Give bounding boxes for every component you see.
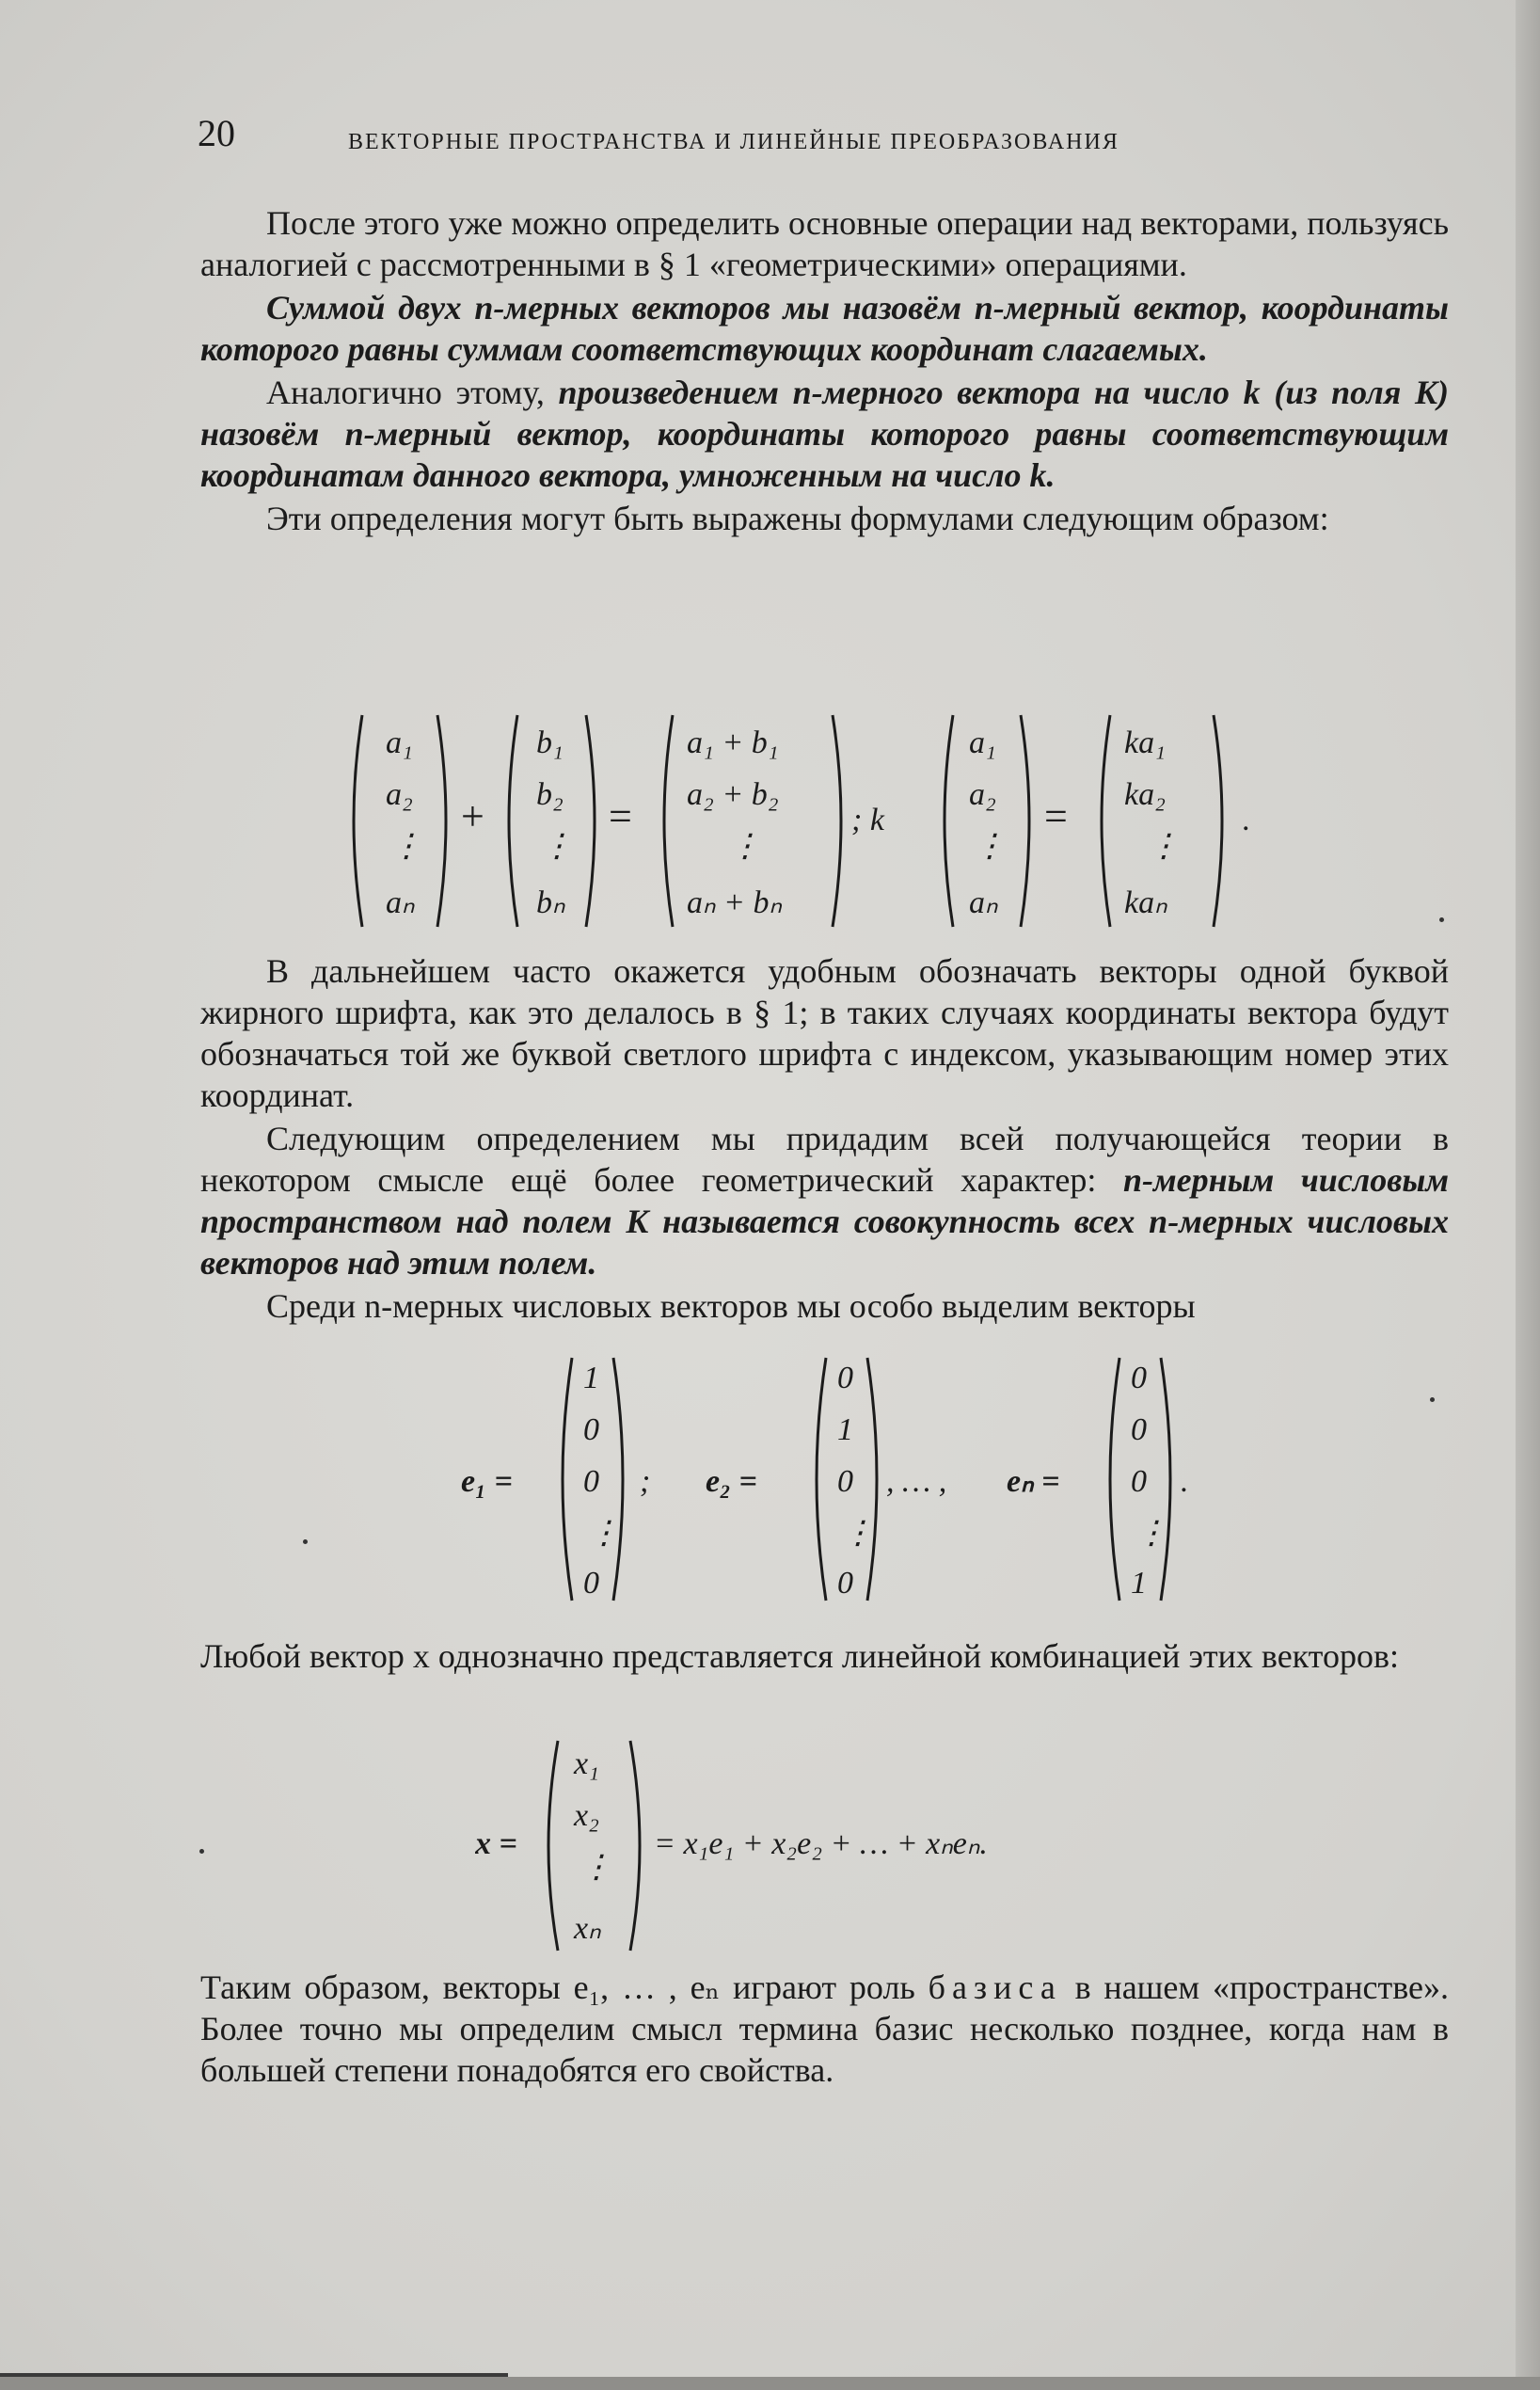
p6-lead: Следующим определением мы придадим всей получающейся теории в некотором смысле ещё более геометрический характер: xyxy=(200,1120,1449,1199)
e2-label: e₂ = xyxy=(706,1464,757,1499)
paren-right-a xyxy=(437,715,446,927)
running-title: ВЕКТОРНЫЕ ПРОСТРАНСТВА И ЛИНЕЙНЫЕ ПРЕОБРАЗОВАНИЯ xyxy=(348,130,1119,154)
paren-left-e1 xyxy=(563,1358,572,1601)
semicolon-k: ; k xyxy=(851,803,884,837)
speck-3 xyxy=(303,1539,308,1544)
paragraph-2-sum-definition: Суммой двух n-мерных векторов мы назовём n-мерный вектор, координаты которого равны суммам соответствующих координат слагаемых. xyxy=(200,289,1449,368)
a2-dots: ⋮ xyxy=(974,829,1006,864)
paragraph-7: Среди n-мерных числовых векторов мы особо выделим векторы xyxy=(266,1287,1196,1325)
page-header xyxy=(198,111,1449,158)
a-n: aₙ xyxy=(386,885,415,920)
page-edge-right xyxy=(1516,0,1540,2390)
paren-right-a2 xyxy=(1021,715,1029,927)
paren-left-a xyxy=(354,715,362,927)
plus-sign: + xyxy=(461,793,484,839)
paren-left-a2 xyxy=(945,715,953,927)
e2-3: 0 xyxy=(837,1464,853,1499)
b-n: bₙ xyxy=(536,885,565,920)
paren-left-x xyxy=(548,1741,558,1951)
e1-1: 1 xyxy=(583,1361,599,1395)
b-dots: ⋮ xyxy=(541,829,573,864)
x-n: xₙ xyxy=(574,1911,601,1946)
a-dots: ⋮ xyxy=(390,829,422,864)
x-1: x₁ xyxy=(574,1746,599,1781)
equals-sign-2: = xyxy=(1044,793,1068,839)
paragraph-3-product-definition xyxy=(200,372,1449,496)
e2-n: 0 xyxy=(837,1566,853,1601)
sum-2: a₂ + b₂ xyxy=(687,777,779,812)
paren-left-ka xyxy=(1102,715,1110,927)
a-2: a₂ xyxy=(386,777,413,812)
formula-basis-vectors xyxy=(452,1350,1232,1609)
a-1: a₁ xyxy=(386,725,413,760)
paren-right-x xyxy=(630,1741,640,1951)
p3-italic: произведением n-мерного вектора на число k (из поля K) назовём n-мерный вектор, координаты которого равны соответствующим координатам данного вектора, умноженным на число k. xyxy=(200,374,1449,494)
semicolon-1: ; xyxy=(640,1464,651,1499)
ka-1: ka₁ xyxy=(1124,725,1166,760)
a2-2: a₂ xyxy=(969,777,996,812)
paren-right-sum xyxy=(833,715,841,927)
b-1: b₁ xyxy=(536,725,564,760)
x-lhs: x = xyxy=(475,1826,517,1861)
e1-3: 0 xyxy=(583,1464,599,1499)
b-2: b₂ xyxy=(536,777,564,812)
p9-spaced-term: базиса xyxy=(928,1968,1062,2006)
paragraph-6-space-definition xyxy=(200,1118,1449,1283)
en-n: 1 xyxy=(1131,1566,1147,1601)
e2-dots: ⋮ xyxy=(842,1516,874,1551)
paragraph-4: Эти определения могут быть выражены формулами следующим образом: xyxy=(266,500,1329,537)
x-dots: ⋮ xyxy=(580,1850,612,1885)
x-2: x₂ xyxy=(574,1798,599,1833)
formula2-end: . xyxy=(1181,1464,1189,1499)
paragraph-8: Любой вектор x однозначно представляется линейной комбинацией этих векторов: xyxy=(200,1637,1399,1675)
paragraph-basis xyxy=(200,1967,1449,2091)
sum-dots: ⋮ xyxy=(729,829,761,864)
formula1-end: . xyxy=(1242,803,1250,837)
page-number: 20 xyxy=(198,112,235,154)
en-label: eₙ = xyxy=(1007,1464,1060,1499)
p9-lead: Таким образом, векторы e₁, … , eₙ играют роль xyxy=(200,1968,929,2006)
p9-tail: в нашем «пространстве». Более точно мы определим смысл термина базис несколько позднее, когда нам в большей степени понадобятся его свойства. xyxy=(200,1968,1449,2089)
e2-2: 1 xyxy=(837,1412,853,1447)
en-3: 0 xyxy=(1131,1464,1147,1499)
e1-dots: ⋮ xyxy=(588,1516,620,1551)
formula-linear-combination xyxy=(475,1736,1228,1957)
paragraph-1: После этого уже можно определить основные операции над векторами, пользуясь аналогией с рассмотренными в § 1 «геометрическими» операциями. xyxy=(200,204,1449,283)
speck-1 xyxy=(1439,917,1444,922)
e2-1: 0 xyxy=(837,1361,853,1395)
a2-n: aₙ xyxy=(969,885,998,920)
page-edge-shadow xyxy=(0,2373,508,2377)
paren-left-sum xyxy=(664,715,673,927)
speck-4 xyxy=(199,1849,204,1854)
ka-n: kaₙ xyxy=(1124,885,1167,920)
e1-label: e₁ = xyxy=(461,1464,513,1499)
en-2: 0 xyxy=(1131,1412,1147,1447)
paragraph-9 xyxy=(200,1967,1449,2091)
paren-right-e2 xyxy=(867,1358,877,1601)
paren-left-en xyxy=(1110,1358,1119,1601)
paragraphs-middle xyxy=(200,950,1449,1327)
sum-n: aₙ + bₙ xyxy=(687,885,783,920)
a2-1: a₁ xyxy=(969,725,996,760)
e1-n: 0 xyxy=(583,1566,599,1601)
paren-right-en xyxy=(1161,1358,1170,1601)
formula-sum-and-product xyxy=(343,710,1284,932)
paren-right-ka xyxy=(1214,715,1222,927)
paren-left-b xyxy=(509,715,517,927)
e1-2: 0 xyxy=(583,1412,599,1447)
paragraph-combination xyxy=(200,1635,1449,1677)
ka-dots: ⋮ xyxy=(1148,829,1180,864)
paragraphs-top xyxy=(200,202,1449,539)
equals-sign: = xyxy=(609,793,632,839)
ellipsis-sep: , … , xyxy=(886,1464,947,1499)
paragraph-5: В дальнейшем часто окажется удобным обозначать векторы одной буквой жирного шрифта, как это делалось в § 1; в таких случаях координаты вектора будут обозначаться той же буквой светлого шрифта с индексом, указывающим номер этих координат. xyxy=(200,952,1449,1114)
paren-right-e1 xyxy=(613,1358,623,1601)
ka-2: ka₂ xyxy=(1124,777,1166,812)
paren-left-e2 xyxy=(817,1358,826,1601)
page-edge-bottom xyxy=(0,2377,1540,2390)
en-1: 0 xyxy=(1131,1361,1147,1395)
speck-2 xyxy=(1430,1397,1435,1402)
sum-1: a₁ + b₁ xyxy=(687,725,779,760)
p6-italic: n-мерным числовым пространством над полем K называется совокупность всех n-мерных числовых векторов над этим полем. xyxy=(200,1161,1449,1282)
paren-right-b xyxy=(586,715,595,927)
x-rhs: = x₁e₁ + x₂e₂ + … + xₙeₙ. xyxy=(654,1826,988,1861)
p3-lead: Аналогично этому, xyxy=(266,374,559,411)
en-dots: ⋮ xyxy=(1135,1516,1167,1551)
